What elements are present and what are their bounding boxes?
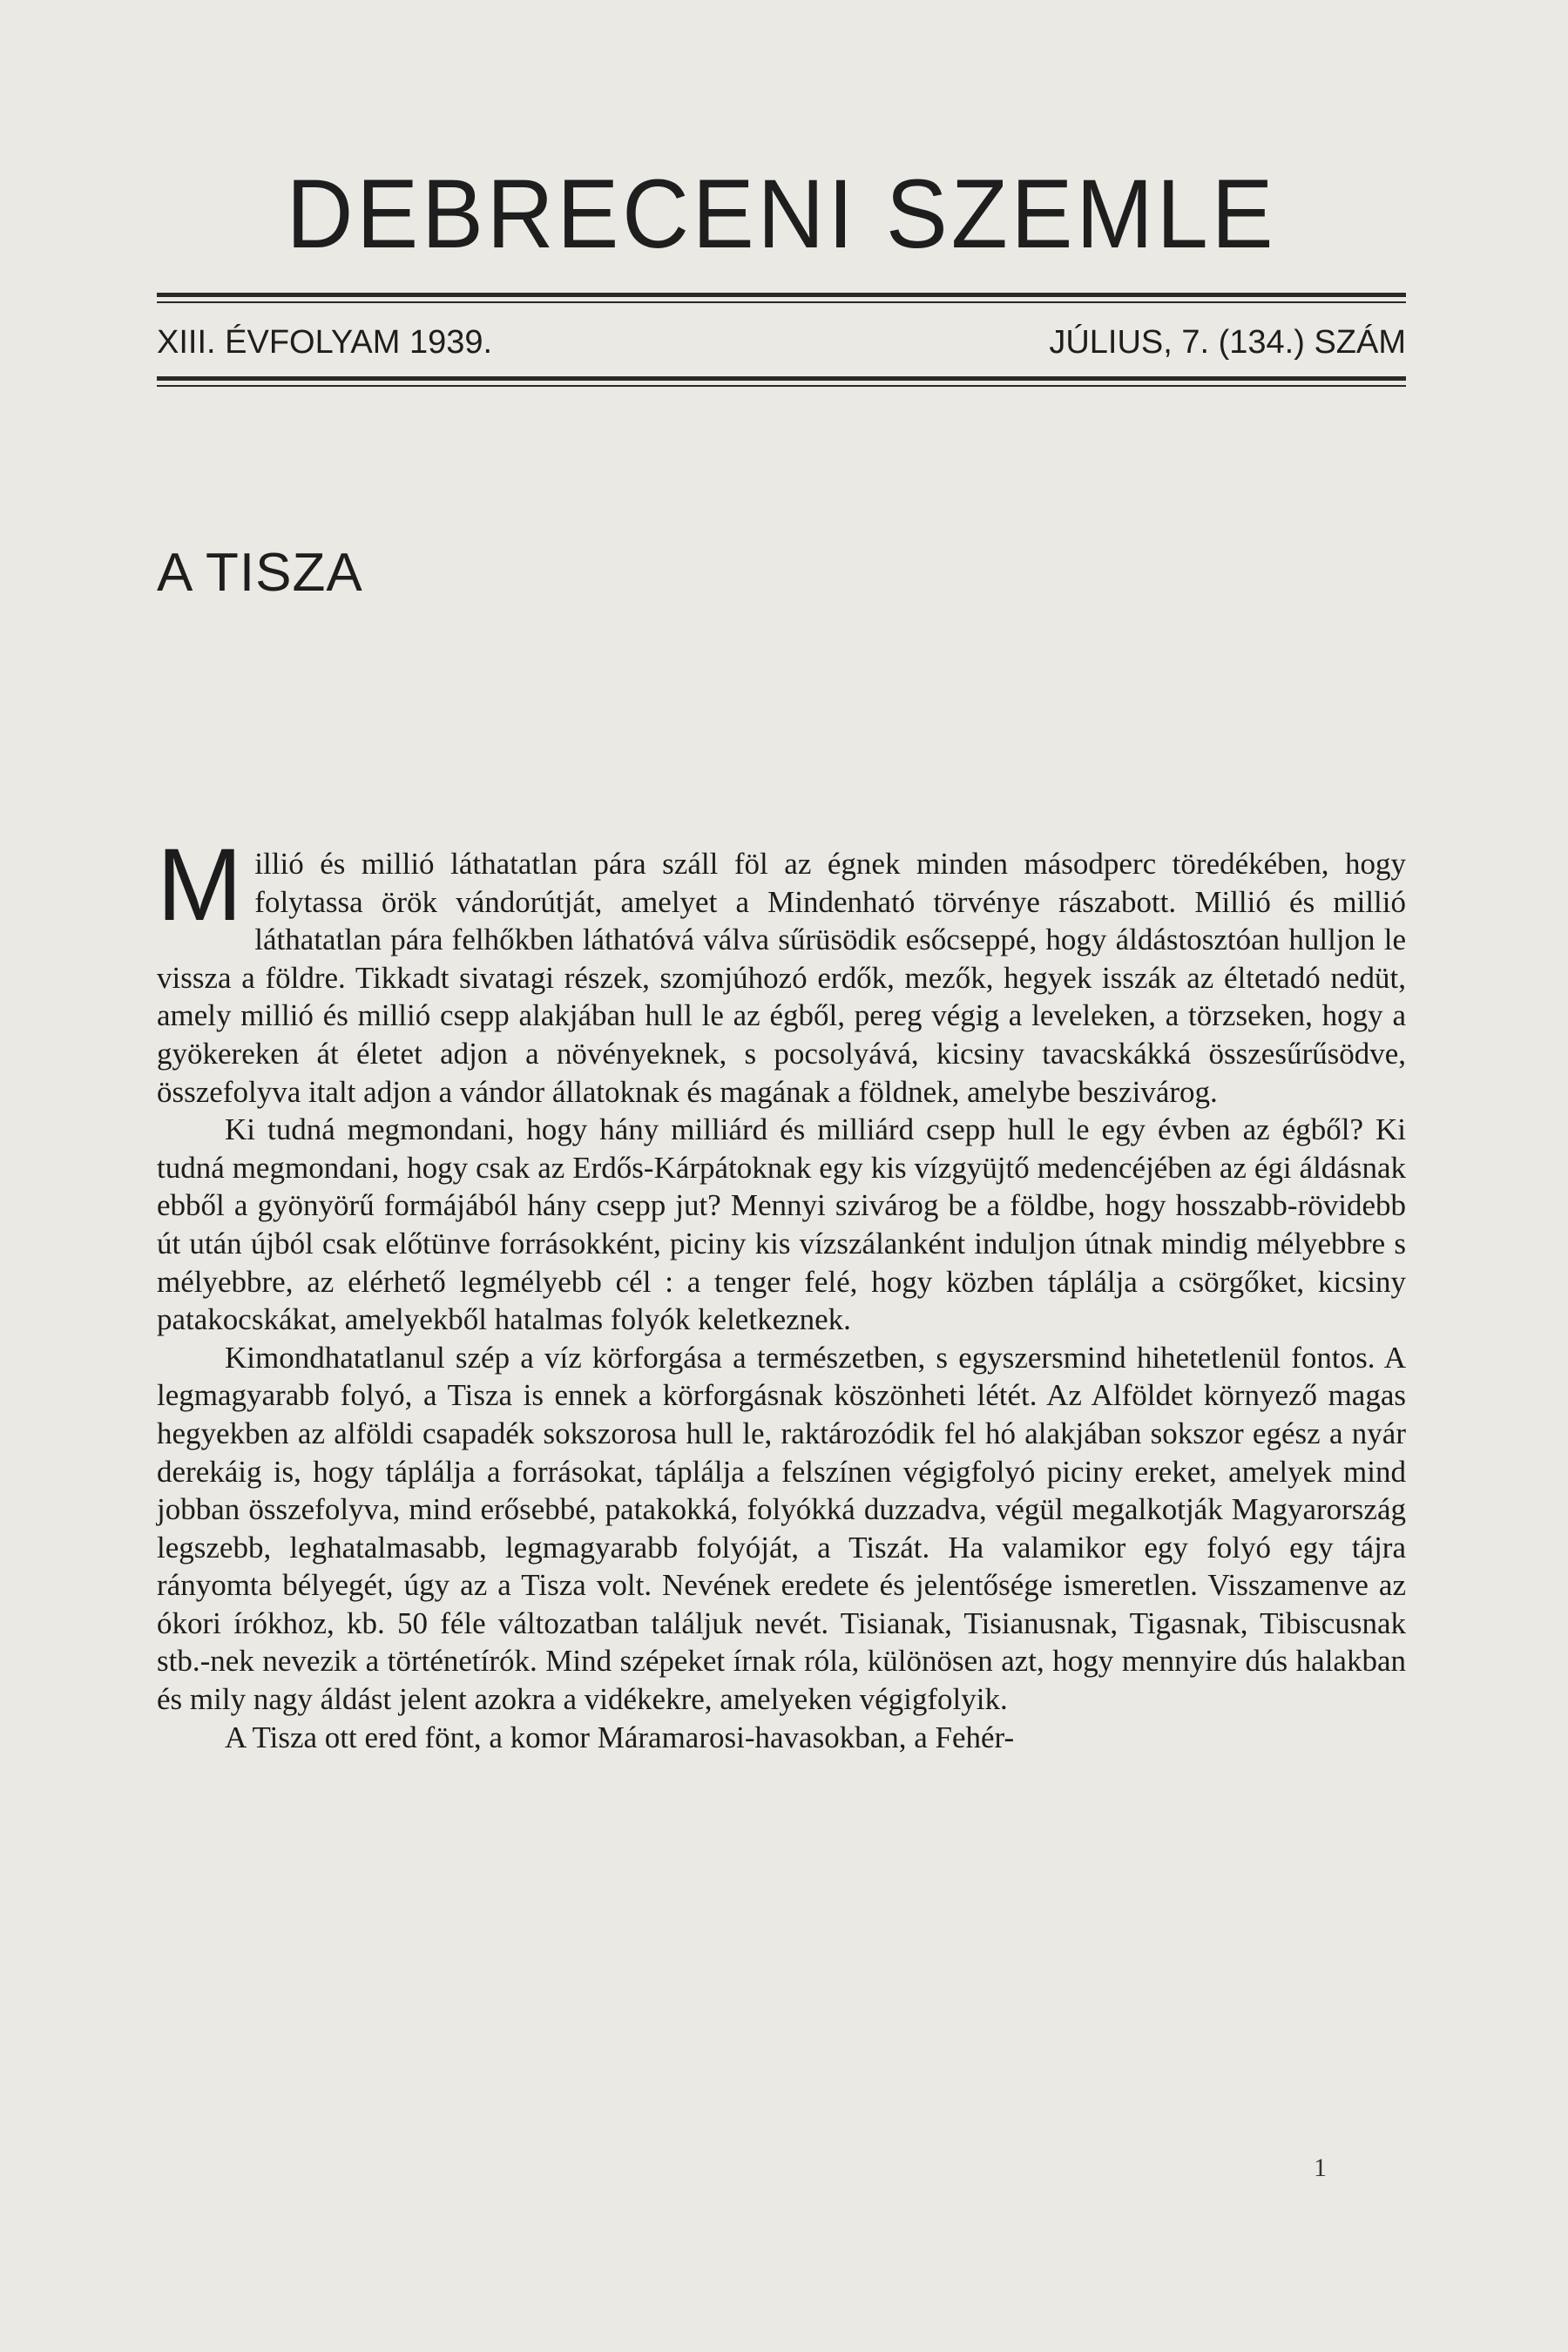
journal-title: DEBRECENI SZEMLE <box>286 159 1277 268</box>
paragraph-2: Ki tudná megmondani, hogy hány milliárd és milliárd csepp hull le egy évben az égből? Ki tudná megmondani, hogy csak az Erdős-Kárpátoknak egy kis vízgyüjtő medencéjében az égi áldásnak ebből a gyönyörű formájából hány csepp jut? Mennyi szivárog be a földbe, hogy hosszabb-rövidebb út után újból csak előtünve forrásokként, piciny kis vízszálanként induljon útnak mindig mélyebbre s mélyebbre, az elérhető legmélyebb cél : a tenger felé, hogy közben táplálja a csörgőket, kicsiny patakocskákat, amelyekből hatalmas folyók keletkeznek. <box>157 1112 1406 1337</box>
volume-year: XIII. ÉVFOLYAM 1939. <box>157 324 493 361</box>
paragraph-1 <box>157 828 1406 1111</box>
masthead-rule-bottom <box>157 376 1406 381</box>
paragraph-1-text: illió és millió láthatatlan pára száll föl az égnek minden másodperc töredékében, hogy folytassa örök vándorútját, amelyet a Mindenható törvénye rászabott. Millió és millió láthatatlan pára felhőkben láthatóvá válva sűrüsödik esőcseppé, hogy áldástosztóan hulljon le vissza a földre. Tikkadt sivatagi részek, szomjúhozó erdők, mezők, hegyek isszák az éltetadó nedüt, amely millió és millió csepp alakjában hull le az égből, pereg végig a leveleken, a törzseken, hogy a gyökereken át életet adjon a növényeknek, s pocsolyává, kicsiny tavacskákká összesűrűsödve, összefolyva italt adjon a vándor állatoknak és magának a földnek, amelybe beszivárog. <box>157 847 1406 1109</box>
drop-cap: M <box>157 828 243 943</box>
masthead-rule-top <box>157 293 1406 297</box>
masthead-rule-top-thin <box>157 301 1406 303</box>
issue-number: JÚLIUS, 7. (134.) SZÁM <box>1049 324 1406 361</box>
paragraph-4: A Tisza ott ered fönt, a komor Máramarosi-havasokban, a Fehér- <box>225 1720 1015 1754</box>
paragraph-3: Kimondhatatlanul szép a víz körforgása a természetben, s egyszersmind hihetetlenül fontos. A legmagyarabb folyó, a Tisza is ennek a körforgásnak köszönheti létét. Az Alföldet környező magas hegyekben az alföldi csapadék sokszorosa hull le, raktározódik fel hó alakjában sokszor egész a nyár derekáig is, hogy táplálja a forrásokat, táplálja a felszínen végigfolyó piciny ereket, amelyek mind jobban összefolyva, mind erősebbé, patakokká, folyókká duzzadva, végül megalkotják Magyarország legszebb, leghatalmasabb, legmagyarabb folyóját, a Tiszát. Ha valamikor egy folyó egy tájra rányomta bélyegét, úgy az a Tisza volt. Nevének eredete és jelentősége ismeretlen. Visszamenve az ókori írókhoz, kb. 50 féle változatban találjuk nevét. Tisianak, Tisianusnak, Tigasnak, Tibiscusnak stb.-nek nevezik a történetírók. Mind szépeket írnak róla, különösen azt, hogy mennyire dús halakban és mily nagy áldást jelent azokra a vidékekre, amelyeken végigfolyik. <box>157 1340 1406 1717</box>
page-number: 1 <box>1314 2153 1327 2182</box>
article-title: A TISZA <box>157 543 363 603</box>
masthead-rule-bottom-thin <box>157 385 1406 387</box>
issue-line <box>157 324 1406 368</box>
article-body <box>157 828 1406 1756</box>
